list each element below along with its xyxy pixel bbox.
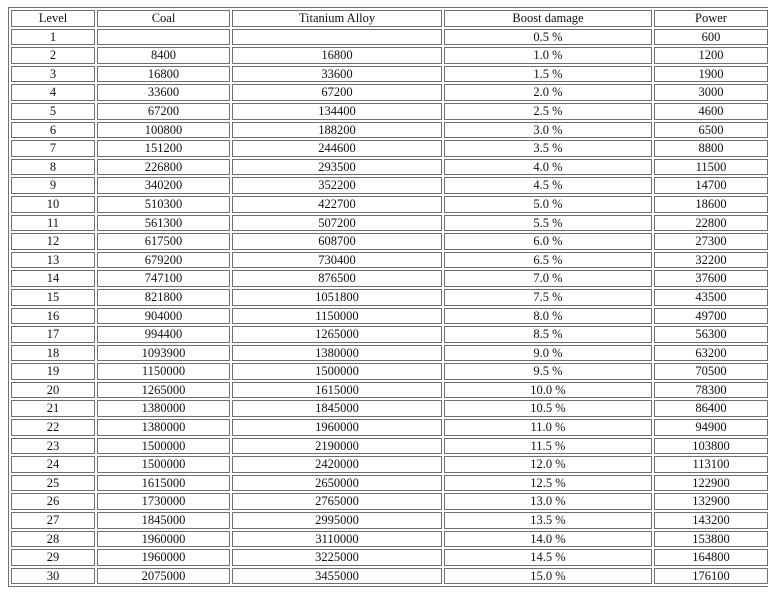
- cell-coal: [97, 29, 230, 46]
- cell-coal: 1093900: [97, 345, 230, 362]
- cell-level: 10: [11, 196, 95, 213]
- cell-titanium-alloy: 2190000: [232, 438, 442, 455]
- cell-power: 113100: [654, 456, 768, 473]
- table-row: [11, 289, 768, 306]
- cell-coal: 340200: [97, 177, 230, 194]
- table-row: [11, 382, 768, 399]
- cell-level: 19: [11, 363, 95, 380]
- upgrade-stats-table: [8, 7, 768, 587]
- cell-titanium-alloy: 1150000: [232, 308, 442, 325]
- cell-power: 27300: [654, 233, 768, 250]
- cell-boost-damage: 15.0 %: [444, 568, 652, 585]
- cell-boost-damage: 11.5 %: [444, 438, 652, 455]
- cell-titanium-alloy: 16800: [232, 47, 442, 64]
- table-row: [11, 363, 768, 380]
- cell-level: 25: [11, 475, 95, 492]
- cell-level: 20: [11, 382, 95, 399]
- cell-titanium-alloy: 422700: [232, 196, 442, 213]
- cell-boost-damage: 13.5 %: [444, 512, 652, 529]
- cell-boost-damage: 8.5 %: [444, 326, 652, 343]
- cell-power: 143200: [654, 512, 768, 529]
- cell-titanium-alloy: 608700: [232, 233, 442, 250]
- cell-boost-damage: 1.5 %: [444, 66, 652, 83]
- table-row: [11, 215, 768, 232]
- cell-boost-damage: 4.0 %: [444, 159, 652, 176]
- column-header-level: Level: [11, 10, 95, 27]
- cell-power: 70500: [654, 363, 768, 380]
- cell-coal: 1960000: [97, 531, 230, 548]
- cell-level: 14: [11, 270, 95, 287]
- cell-coal: 67200: [97, 103, 230, 120]
- cell-power: 78300: [654, 382, 768, 399]
- cell-boost-damage: 4.5 %: [444, 177, 652, 194]
- cell-coal: 1845000: [97, 512, 230, 529]
- cell-titanium-alloy: 293500: [232, 159, 442, 176]
- cell-level: 8: [11, 159, 95, 176]
- cell-coal: 994400: [97, 326, 230, 343]
- cell-boost-damage: 5.0 %: [444, 196, 652, 213]
- table-row: [11, 419, 768, 436]
- table-row: [11, 531, 768, 548]
- cell-level: 15: [11, 289, 95, 306]
- table-row: [11, 122, 768, 139]
- cell-coal: 8400: [97, 47, 230, 64]
- cell-coal: 151200: [97, 140, 230, 157]
- table-body: [11, 29, 768, 585]
- cell-boost-damage: 6.5 %: [444, 252, 652, 269]
- cell-boost-damage: 12.0 %: [444, 456, 652, 473]
- cell-coal: 561300: [97, 215, 230, 232]
- cell-level: 13: [11, 252, 95, 269]
- cell-power: 103800: [654, 438, 768, 455]
- cell-power: 153800: [654, 531, 768, 548]
- table-header: [11, 10, 768, 27]
- cell-boost-damage: 8.0 %: [444, 308, 652, 325]
- cell-coal: 1730000: [97, 493, 230, 510]
- cell-boost-damage: 5.5 %: [444, 215, 652, 232]
- cell-level: 11: [11, 215, 95, 232]
- cell-titanium-alloy: 3110000: [232, 531, 442, 548]
- cell-boost-damage: 7.5 %: [444, 289, 652, 306]
- cell-titanium-alloy: 67200: [232, 84, 442, 101]
- cell-titanium-alloy: 1265000: [232, 326, 442, 343]
- cell-boost-damage: 13.0 %: [444, 493, 652, 510]
- cell-boost-damage: 10.5 %: [444, 400, 652, 417]
- cell-power: 176100: [654, 568, 768, 585]
- column-header-power: Power: [654, 10, 768, 27]
- cell-level: 23: [11, 438, 95, 455]
- cell-power: 1900: [654, 66, 768, 83]
- table-row: [11, 438, 768, 455]
- table-row: [11, 66, 768, 83]
- cell-level: 26: [11, 493, 95, 510]
- column-header-boost-damage: Boost damage: [444, 10, 652, 27]
- cell-titanium-alloy: 1845000: [232, 400, 442, 417]
- cell-boost-damage: 3.0 %: [444, 122, 652, 139]
- cell-titanium-alloy: 134400: [232, 103, 442, 120]
- table-row: [11, 512, 768, 529]
- cell-coal: 1380000: [97, 419, 230, 436]
- cell-titanium-alloy: 188200: [232, 122, 442, 139]
- cell-coal: 1500000: [97, 456, 230, 473]
- cell-power: 14700: [654, 177, 768, 194]
- header-row: [11, 10, 768, 27]
- cell-coal: 1960000: [97, 549, 230, 566]
- cell-boost-damage: 7.0 %: [444, 270, 652, 287]
- cell-power: 94900: [654, 419, 768, 436]
- cell-titanium-alloy: 352200: [232, 177, 442, 194]
- cell-power: 8800: [654, 140, 768, 157]
- table-row: [11, 400, 768, 417]
- cell-boost-damage: 14.5 %: [444, 549, 652, 566]
- cell-power: 86400: [654, 400, 768, 417]
- cell-level: 1: [11, 29, 95, 46]
- cell-titanium-alloy: 1500000: [232, 363, 442, 380]
- table-row: [11, 140, 768, 157]
- table-row: [11, 84, 768, 101]
- cell-power: 1200: [654, 47, 768, 64]
- cell-titanium-alloy: 507200: [232, 215, 442, 232]
- cell-titanium-alloy: 1960000: [232, 419, 442, 436]
- cell-boost-damage: 10.0 %: [444, 382, 652, 399]
- cell-level: 4: [11, 84, 95, 101]
- cell-boost-damage: 14.0 %: [444, 531, 652, 548]
- cell-coal: 1615000: [97, 475, 230, 492]
- cell-coal: 904000: [97, 308, 230, 325]
- cell-titanium-alloy: 730400: [232, 252, 442, 269]
- table-row: [11, 493, 768, 510]
- cell-level: 21: [11, 400, 95, 417]
- cell-coal: 226800: [97, 159, 230, 176]
- cell-power: 18600: [654, 196, 768, 213]
- cell-level: 28: [11, 531, 95, 548]
- cell-titanium-alloy: 1380000: [232, 345, 442, 362]
- cell-level: 3: [11, 66, 95, 83]
- cell-boost-damage: 6.0 %: [444, 233, 652, 250]
- cell-power: 32200: [654, 252, 768, 269]
- cell-power: 122900: [654, 475, 768, 492]
- cell-power: 600: [654, 29, 768, 46]
- table-row: [11, 159, 768, 176]
- cell-titanium-alloy: 2420000: [232, 456, 442, 473]
- cell-coal: 1500000: [97, 438, 230, 455]
- table-row: [11, 252, 768, 269]
- cell-power: 3000: [654, 84, 768, 101]
- cell-power: 63200: [654, 345, 768, 362]
- cell-level: 17: [11, 326, 95, 343]
- cell-level: 9: [11, 177, 95, 194]
- cell-coal: 100800: [97, 122, 230, 139]
- cell-titanium-alloy: 2650000: [232, 475, 442, 492]
- cell-power: 6500: [654, 122, 768, 139]
- cell-level: 18: [11, 345, 95, 362]
- cell-boost-damage: 11.0 %: [444, 419, 652, 436]
- cell-titanium-alloy: 3455000: [232, 568, 442, 585]
- table-row: [11, 308, 768, 325]
- cell-boost-damage: 9.0 %: [444, 345, 652, 362]
- cell-boost-damage: 0.5 %: [444, 29, 652, 46]
- table-row: [11, 177, 768, 194]
- table-row: [11, 456, 768, 473]
- cell-power: 11500: [654, 159, 768, 176]
- cell-titanium-alloy: 1051800: [232, 289, 442, 306]
- cell-power: 43500: [654, 289, 768, 306]
- cell-coal: 16800: [97, 66, 230, 83]
- table-row: [11, 326, 768, 343]
- table-row: [11, 345, 768, 362]
- cell-level: 7: [11, 140, 95, 157]
- cell-level: 6: [11, 122, 95, 139]
- cell-titanium-alloy: 1615000: [232, 382, 442, 399]
- cell-titanium-alloy: 3225000: [232, 549, 442, 566]
- cell-titanium-alloy: 876500: [232, 270, 442, 287]
- table-row: [11, 29, 768, 46]
- cell-coal: 1265000: [97, 382, 230, 399]
- cell-boost-damage: 2.0 %: [444, 84, 652, 101]
- cell-coal: 1150000: [97, 363, 230, 380]
- table-row: [11, 549, 768, 566]
- cell-coal: 1380000: [97, 400, 230, 417]
- cell-power: 132900: [654, 493, 768, 510]
- cell-coal: 2075000: [97, 568, 230, 585]
- table-row: [11, 103, 768, 120]
- table-row: [11, 47, 768, 64]
- cell-level: 24: [11, 456, 95, 473]
- cell-level: 30: [11, 568, 95, 585]
- cell-power: 49700: [654, 308, 768, 325]
- table-row: [11, 196, 768, 213]
- table-row: [11, 475, 768, 492]
- cell-titanium-alloy: 2765000: [232, 493, 442, 510]
- cell-boost-damage: 2.5 %: [444, 103, 652, 120]
- cell-coal: 33600: [97, 84, 230, 101]
- cell-titanium-alloy: 244600: [232, 140, 442, 157]
- cell-power: 22800: [654, 215, 768, 232]
- cell-level: 22: [11, 419, 95, 436]
- cell-power: 56300: [654, 326, 768, 343]
- cell-coal: 679200: [97, 252, 230, 269]
- column-header-coal: Coal: [97, 10, 230, 27]
- cell-level: 16: [11, 308, 95, 325]
- cell-power: 37600: [654, 270, 768, 287]
- cell-power: 164800: [654, 549, 768, 566]
- cell-coal: 510300: [97, 196, 230, 213]
- cell-power: 4600: [654, 103, 768, 120]
- cell-boost-damage: 12.5 %: [444, 475, 652, 492]
- cell-boost-damage: 3.5 %: [444, 140, 652, 157]
- table-row: [11, 568, 768, 585]
- table-row: [11, 233, 768, 250]
- cell-coal: 821800: [97, 289, 230, 306]
- cell-boost-damage: 9.5 %: [444, 363, 652, 380]
- column-header-titanium-alloy: Titanium Alloy: [232, 10, 442, 27]
- cell-level: 2: [11, 47, 95, 64]
- cell-titanium-alloy: 2995000: [232, 512, 442, 529]
- cell-coal: 617500: [97, 233, 230, 250]
- cell-titanium-alloy: 33600: [232, 66, 442, 83]
- cell-level: 27: [11, 512, 95, 529]
- cell-level: 12: [11, 233, 95, 250]
- cell-level: 29: [11, 549, 95, 566]
- cell-level: 5: [11, 103, 95, 120]
- table-row: [11, 270, 768, 287]
- cell-boost-damage: 1.0 %: [444, 47, 652, 64]
- cell-coal: 747100: [97, 270, 230, 287]
- cell-titanium-alloy: [232, 29, 442, 46]
